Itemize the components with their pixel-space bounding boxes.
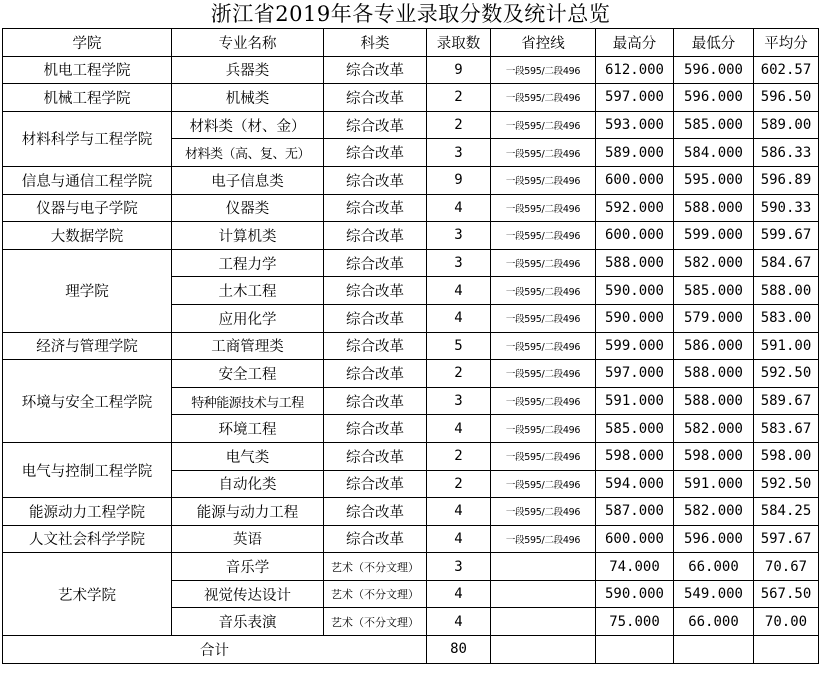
max-score-cell: 593.000 <box>596 111 674 139</box>
college-cell: 能源动力工程学院 <box>3 498 172 526</box>
avg-score-cell: 598.00 <box>754 442 819 470</box>
header-max-score: 最高分 <box>596 29 674 57</box>
count-cell: 3 <box>427 553 491 581</box>
count-cell: 4 <box>427 304 491 332</box>
count-cell: 2 <box>427 360 491 388</box>
college-cell: 理学院 <box>3 249 172 332</box>
category-cell: 综合改革 <box>324 304 427 332</box>
min-score-cell: 586.000 <box>674 332 754 360</box>
control-line-cell <box>491 608 596 636</box>
major-cell: 仪器类 <box>172 194 324 222</box>
min-score-cell: 66.000 <box>674 608 754 636</box>
avg-score-cell: 596.89 <box>754 166 819 194</box>
min-score-cell: 588.000 <box>674 194 754 222</box>
control-line-cell: 一段595/二段496 <box>491 442 596 470</box>
avg-score-cell: 592.50 <box>754 470 819 498</box>
table-row <box>3 332 819 360</box>
max-score-cell: 74.000 <box>596 553 674 581</box>
control-line-cell: 一段595/二段496 <box>491 84 596 112</box>
avg-score-cell: 591.00 <box>754 332 819 360</box>
count-cell: 4 <box>427 498 491 526</box>
header-college: 学院 <box>3 29 172 57</box>
table-body <box>3 56 819 635</box>
major-cell: 音乐表演 <box>172 608 324 636</box>
avg-score-cell: 584.67 <box>754 249 819 277</box>
max-score-cell: 598.000 <box>596 442 674 470</box>
control-line-cell: 一段595/二段496 <box>491 277 596 305</box>
min-score-cell: 582.000 <box>674 498 754 526</box>
major-cell: 材料类（高、复、无） <box>172 139 324 167</box>
control-line-cell: 一段595/二段496 <box>491 166 596 194</box>
control-line-cell <box>491 553 596 581</box>
category-cell: 艺术（不分文理） <box>324 553 427 581</box>
table-row <box>3 249 819 277</box>
college-cell: 大数据学院 <box>3 222 172 250</box>
min-score-cell: 582.000 <box>674 249 754 277</box>
avg-score-cell: 70.00 <box>754 608 819 636</box>
avg-score-cell: 588.00 <box>754 277 819 305</box>
min-score-cell: 595.000 <box>674 166 754 194</box>
count-cell: 2 <box>427 111 491 139</box>
category-cell: 综合改革 <box>324 498 427 526</box>
max-score-cell: 599.000 <box>596 332 674 360</box>
count-cell: 2 <box>427 84 491 112</box>
min-score-cell: 584.000 <box>674 139 754 167</box>
avg-score-cell: 583.00 <box>754 304 819 332</box>
college-cell: 机械工程学院 <box>3 84 172 112</box>
college-cell: 信息与通信工程学院 <box>3 166 172 194</box>
college-cell: 人文社会科学学院 <box>3 525 172 553</box>
header-row <box>3 29 819 57</box>
category-cell: 综合改革 <box>324 525 427 553</box>
min-score-cell: 596.000 <box>674 84 754 112</box>
header-category: 科类 <box>324 29 427 57</box>
category-cell: 综合改革 <box>324 360 427 388</box>
control-line-cell: 一段595/二段496 <box>491 387 596 415</box>
major-cell: 应用化学 <box>172 304 324 332</box>
table-row <box>3 166 819 194</box>
max-score-cell: 597.000 <box>596 360 674 388</box>
control-line-cell <box>491 580 596 608</box>
total-empty-cell <box>674 636 754 664</box>
count-cell: 2 <box>427 442 491 470</box>
control-line-cell: 一段595/二段496 <box>491 304 596 332</box>
major-cell: 英语 <box>172 525 324 553</box>
max-score-cell: 597.000 <box>596 84 674 112</box>
major-cell: 土木工程 <box>172 277 324 305</box>
count-cell: 4 <box>427 277 491 305</box>
max-score-cell: 589.000 <box>596 139 674 167</box>
min-score-cell: 585.000 <box>674 111 754 139</box>
category-cell: 综合改革 <box>324 84 427 112</box>
college-cell: 电气与控制工程学院 <box>3 442 172 497</box>
major-cell: 能源与动力工程 <box>172 498 324 526</box>
count-cell: 3 <box>427 387 491 415</box>
count-cell: 3 <box>427 222 491 250</box>
total-empty-cell <box>491 636 596 664</box>
header-min-score: 最低分 <box>674 29 754 57</box>
college-cell: 材料科学与工程学院 <box>3 111 172 166</box>
major-cell: 环境工程 <box>172 415 324 443</box>
college-cell: 艺术学院 <box>3 553 172 636</box>
max-score-cell: 612.000 <box>596 56 674 84</box>
category-cell: 艺术（不分文理） <box>324 608 427 636</box>
control-line-cell: 一段595/二段496 <box>491 415 596 443</box>
category-cell: 艺术（不分文理） <box>324 580 427 608</box>
college-cell: 经济与管理学院 <box>3 332 172 360</box>
count-cell: 9 <box>427 56 491 84</box>
max-score-cell: 75.000 <box>596 608 674 636</box>
category-cell: 综合改革 <box>324 111 427 139</box>
category-cell: 综合改革 <box>324 442 427 470</box>
control-line-cell: 一段595/二段496 <box>491 194 596 222</box>
max-score-cell: 600.000 <box>596 166 674 194</box>
table-row <box>3 111 819 139</box>
avg-score-cell: 589.67 <box>754 387 819 415</box>
avg-score-cell: 597.67 <box>754 525 819 553</box>
min-score-cell: 596.000 <box>674 56 754 84</box>
control-line-cell: 一段595/二段496 <box>491 525 596 553</box>
min-score-cell: 591.000 <box>674 470 754 498</box>
control-line-cell: 一段595/二段496 <box>491 498 596 526</box>
control-line-cell: 一段595/二段496 <box>491 360 596 388</box>
control-line-cell: 一段595/二段496 <box>491 222 596 250</box>
min-score-cell: 596.000 <box>674 525 754 553</box>
count-cell: 3 <box>427 139 491 167</box>
major-cell: 视觉传达设计 <box>172 580 324 608</box>
count-cell: 2 <box>427 470 491 498</box>
college-cell: 仪器与电子学院 <box>3 194 172 222</box>
max-score-cell: 600.000 <box>596 525 674 553</box>
table-row <box>3 360 819 388</box>
min-score-cell: 588.000 <box>674 387 754 415</box>
table-row <box>3 525 819 553</box>
control-line-cell: 一段595/二段496 <box>491 470 596 498</box>
major-cell: 机械类 <box>172 84 324 112</box>
avg-score-cell: 583.67 <box>754 415 819 443</box>
admission-table <box>2 28 819 664</box>
page-title: 浙江省2019年各专业录取分数及统计总览 <box>210 2 611 26</box>
avg-score-cell: 599.67 <box>754 222 819 250</box>
min-score-cell: 549.000 <box>674 580 754 608</box>
avg-score-cell: 70.67 <box>754 553 819 581</box>
category-cell: 综合改革 <box>324 332 427 360</box>
avg-score-cell: 589.00 <box>754 111 819 139</box>
max-score-cell: 590.000 <box>596 277 674 305</box>
avg-score-cell: 592.50 <box>754 360 819 388</box>
avg-score-cell: 586.33 <box>754 139 819 167</box>
min-score-cell: 66.000 <box>674 553 754 581</box>
category-cell: 综合改革 <box>324 470 427 498</box>
max-score-cell: 585.000 <box>596 415 674 443</box>
category-cell: 综合改革 <box>324 166 427 194</box>
category-cell: 综合改革 <box>324 415 427 443</box>
category-cell: 综合改革 <box>324 194 427 222</box>
min-score-cell: 582.000 <box>674 415 754 443</box>
count-cell: 4 <box>427 525 491 553</box>
control-line-cell: 一段595/二段496 <box>491 139 596 167</box>
table-row <box>3 442 819 470</box>
table-row <box>3 194 819 222</box>
category-cell: 综合改革 <box>324 277 427 305</box>
table-row <box>3 498 819 526</box>
count-cell: 4 <box>427 608 491 636</box>
category-cell: 综合改革 <box>324 387 427 415</box>
max-score-cell: 600.000 <box>596 222 674 250</box>
control-line-cell: 一段595/二段496 <box>491 111 596 139</box>
table-row <box>3 222 819 250</box>
college-cell: 环境与安全工程学院 <box>3 360 172 443</box>
header-control-line: 省控线 <box>491 29 596 57</box>
count-cell: 9 <box>427 166 491 194</box>
max-score-cell: 591.000 <box>596 387 674 415</box>
count-cell: 5 <box>427 332 491 360</box>
major-cell: 兵器类 <box>172 56 324 84</box>
avg-score-cell: 590.33 <box>754 194 819 222</box>
min-score-cell: 598.000 <box>674 442 754 470</box>
major-cell: 音乐学 <box>172 553 324 581</box>
min-score-cell: 599.000 <box>674 222 754 250</box>
major-cell: 电子信息类 <box>172 166 324 194</box>
control-line-cell: 一段595/二段496 <box>491 332 596 360</box>
category-cell: 综合改革 <box>324 139 427 167</box>
max-score-cell: 592.000 <box>596 194 674 222</box>
category-cell: 综合改革 <box>324 56 427 84</box>
min-score-cell: 579.000 <box>674 304 754 332</box>
major-cell: 工程力学 <box>172 249 324 277</box>
count-cell: 3 <box>427 249 491 277</box>
major-cell: 自动化类 <box>172 470 324 498</box>
control-line-cell: 一段595/二段496 <box>491 56 596 84</box>
avg-score-cell: 602.57 <box>754 56 819 84</box>
major-cell: 电气类 <box>172 442 324 470</box>
total-empty-cell <box>596 636 674 664</box>
max-score-cell: 590.000 <box>596 580 674 608</box>
total-row <box>3 636 819 664</box>
avg-score-cell: 584.25 <box>754 498 819 526</box>
major-cell: 安全工程 <box>172 360 324 388</box>
major-cell: 计算机类 <box>172 222 324 250</box>
control-line-cell: 一段595/二段496 <box>491 249 596 277</box>
min-score-cell: 588.000 <box>674 360 754 388</box>
total-label: 合计 <box>3 636 427 664</box>
header-avg-score: 平均分 <box>754 29 819 57</box>
avg-score-cell: 596.50 <box>754 84 819 112</box>
category-cell: 综合改革 <box>324 222 427 250</box>
major-cell: 特种能源技术与工程 <box>172 387 324 415</box>
category-cell: 综合改革 <box>324 249 427 277</box>
count-cell: 4 <box>427 415 491 443</box>
max-score-cell: 594.000 <box>596 470 674 498</box>
table-row <box>3 553 819 581</box>
max-score-cell: 588.000 <box>596 249 674 277</box>
max-score-cell: 590.000 <box>596 304 674 332</box>
count-cell: 4 <box>427 194 491 222</box>
avg-score-cell: 567.50 <box>754 580 819 608</box>
max-score-cell: 587.000 <box>596 498 674 526</box>
college-cell: 机电工程学院 <box>3 56 172 84</box>
major-cell: 材料类（材、金） <box>172 111 324 139</box>
major-cell: 工商管理类 <box>172 332 324 360</box>
min-score-cell: 585.000 <box>674 277 754 305</box>
table-row <box>3 84 819 112</box>
total-empty-cell <box>754 636 819 664</box>
table-row <box>3 56 819 84</box>
count-cell: 4 <box>427 580 491 608</box>
header-count: 录取数 <box>427 29 491 57</box>
total-count: 80 <box>427 636 491 664</box>
header-major: 专业名称 <box>172 29 324 57</box>
